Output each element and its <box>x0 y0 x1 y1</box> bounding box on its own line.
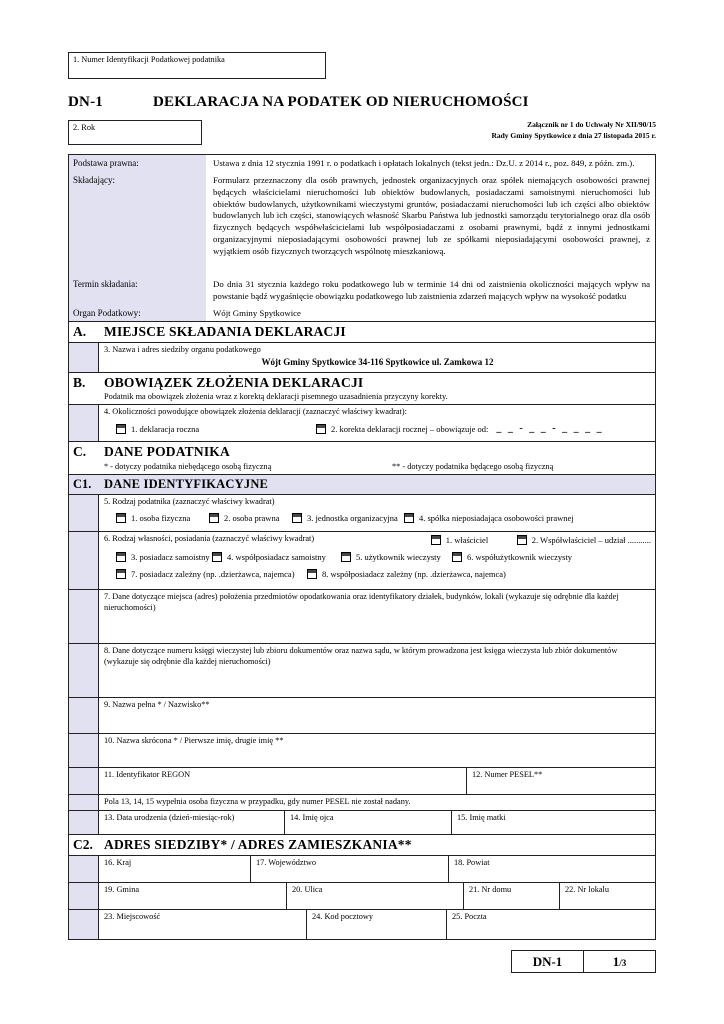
field4-label: 4. Okoliczności powodujące obowiązek złożenia deklaracji (zaznaczyć właściwy kwadrat): <box>104 407 407 417</box>
spine <box>69 883 99 909</box>
section-b-letter: B. <box>73 375 86 391</box>
spine <box>69 856 99 882</box>
checkbox-osoba-fizyczna[interactable] <box>116 513 126 523</box>
spine <box>69 795 99 810</box>
info-value-skladajacy: Formularz przeznaczony dla osób prawnych, jednostek organizacyjnych oraz spółek niemających osobowości prawnej będących właścicielami nieruchomości lub obiektów budowlanych, posiadaczami samoistnymi nieruchomości lub obiektów budowlanych, użytkownikami wieczystymi gruntów, posiadaczami nieruchomości lub ich części albo obiektów budowlanych lub ich części, stanowiących własność Skarbu Państwa lub jednostki samorządu terytorialnego oraz dla osób fizycznych będących współwłaścicielami lub współposiadaczami z osobami prawnymi, bądź z innymi jednostkami organizacyjnymi nieposiadającymi osobowości prawnej lub ze spółkami nieposiadającymi osobowości prawnej, z wyjątkiem osób fizycznych tworzących wspólnotę mieszkaniową. <box>213 175 650 256</box>
form-code: DN-1 <box>68 94 103 110</box>
field16-label: 16. Kraj <box>104 858 132 868</box>
field4-cell <box>99 405 655 441</box>
info-label-organ: Organ Podatkowy: <box>69 305 206 322</box>
field11-label: 11. Identyfikator REGON <box>104 770 191 780</box>
field23-25-row <box>69 909 655 939</box>
field14-input-area[interactable] <box>290 824 447 832</box>
year-row <box>68 120 656 145</box>
section-c1-title: DANE IDENTYFIKACYJNE <box>104 477 269 492</box>
option-osoba-fizyczna <box>116 513 209 523</box>
section-c-header <box>69 441 655 474</box>
section-a-letter: A. <box>73 324 87 340</box>
option-wspolposiadacz-samoistny <box>212 552 341 562</box>
field19-22-row <box>69 882 655 909</box>
checkbox-posiadacz-zalezny[interactable] <box>116 569 126 579</box>
option-uzytkownik-wieczysty <box>341 552 452 562</box>
correction-date-input[interactable]: _ _ - _ _ - _ _ _ _ <box>496 423 604 435</box>
field3-row <box>69 342 655 372</box>
footer-page-number: 1 <box>612 954 620 970</box>
info-row-termin <box>69 276 655 305</box>
section-c-note-left: * - dotyczy podatnika niebędącego osobą fizyczną <box>104 462 272 472</box>
field22-cell <box>559 883 655 909</box>
form-content <box>68 52 656 973</box>
field13-15-row <box>69 810 655 834</box>
checkbox-wspolwlasciciel[interactable] <box>517 535 527 545</box>
checkbox-wlasciciel[interactable] <box>431 535 441 545</box>
field7-cell <box>99 590 655 643</box>
spine <box>69 343 99 372</box>
option-spolka <box>404 513 574 523</box>
option-label: 1. osoba fizyczna <box>131 513 191 524</box>
field9-input-area[interactable] <box>104 711 651 719</box>
field25-label: 25. Poczta <box>452 912 487 922</box>
field20-cell <box>286 883 463 909</box>
section-a-title: MIEJSCE SKŁADANIA DEKLARACJI <box>104 324 346 340</box>
field9-cell <box>99 698 655 733</box>
section-c1-letter: C1. <box>73 477 92 492</box>
option-osoba-prawna <box>209 513 292 523</box>
option-label: 3. posiadacz samoistny <box>131 552 210 563</box>
field17-label: 17. Województwo <box>256 858 317 868</box>
checkbox-spolka[interactable] <box>404 513 414 523</box>
info-row-organ <box>69 305 655 322</box>
section-c-note-right: ** - dotyczy podatnika będącego osobą fizyczną <box>392 462 554 472</box>
spine <box>69 811 99 834</box>
field19-input-area[interactable] <box>104 896 282 904</box>
checkbox-korekta-deklaracji[interactable] <box>316 424 326 434</box>
field16-18-row <box>69 855 655 882</box>
checkbox-posiadacz-samoistny[interactable] <box>116 552 126 562</box>
info-label-termin: Termin składania: <box>69 276 206 305</box>
option-korekta-deklaracji <box>316 424 488 434</box>
spine <box>69 405 99 441</box>
field3-value: Wójt Gminy Spytkowice 34-116 Spytkowice ul. Zamkowa 12 <box>261 357 494 368</box>
field11-12-row <box>69 767 655 794</box>
field13-cell <box>99 811 284 834</box>
field24-label: 24. Kod pocztowy <box>312 912 374 922</box>
footer-form-code: DN-1 <box>511 950 584 973</box>
info-value-termin: Do dnia 31 stycznia każdego roku podatkowego lub w terminie 14 dni od zaistnienia okoliczności mających wpływ na powstanie bądź wygaśnięcie obowiązku podatkowego lub zaistnienia zdarzeń mających wpływ na wysokość podatku <box>213 279 650 301</box>
field8-input-area[interactable] <box>104 668 651 676</box>
field21-label: 21. Nr domu <box>469 885 512 895</box>
checkbox-deklaracja-roczna[interactable] <box>116 424 126 434</box>
field21-input-area[interactable] <box>469 896 555 904</box>
info-label-podstawa: Podstawa prawna: <box>69 155 206 172</box>
field24-input-area[interactable] <box>312 923 442 931</box>
pesel-note: Pola 13, 14, 15 wypełnia osoba fizyczna w przypadku, gdy numer PESEL nie został nadany. <box>104 797 411 807</box>
info-label-skladajacy: Składający: <box>69 172 206 276</box>
option-posiadacz-zalezny <box>116 569 307 579</box>
field8-label: 8. Dane dotyczące numeru księgi wieczystej lub zbioru dokumentów oraz nazwa sądu, w którym prowadzona jest księga wieczysta lub zbiór dokumentów (wykazuje się odrębnie dla każdej nieruchomości) <box>104 646 618 667</box>
spine <box>69 532 99 589</box>
attachment-note <box>491 120 656 141</box>
field3-cell <box>99 343 655 372</box>
checkbox-osoba-prawna[interactable] <box>209 513 219 523</box>
year-field[interactable] <box>68 120 202 145</box>
spine <box>69 698 99 733</box>
field13-label: 13. Data urodzenia (dzień-miesiąc-rok) <box>104 813 235 823</box>
field19-label: 19. Gmina <box>104 885 140 895</box>
section-b-header <box>69 372 655 404</box>
option-label: 4. spółka nieposiadająca osobowości prawnej <box>419 513 574 524</box>
field3-label: 3. Nazwa i adres siedziby organu podatkowego <box>104 345 261 355</box>
field15-label: 15. Imię matki <box>457 813 506 823</box>
spine <box>69 910 99 939</box>
field16-input-area[interactable] <box>104 869 246 877</box>
field12-label: 12. Numer PESEL** <box>472 770 543 780</box>
option-wspoluzytkownik-wieczysty <box>452 552 572 562</box>
field18-cell <box>448 856 655 882</box>
field10-row <box>69 733 655 767</box>
spine <box>69 590 99 643</box>
field21-cell <box>463 883 559 909</box>
field23-input-area[interactable] <box>104 923 302 931</box>
field6-row <box>69 531 655 589</box>
pesel-note-row <box>69 794 655 810</box>
field10-input-area[interactable] <box>104 747 651 755</box>
option-posiadacz-samoistny <box>116 552 212 562</box>
option-label: 8. współposiadacz zależny (np. .dzierżawca, najemca) <box>322 569 506 580</box>
field22-input-area[interactable] <box>565 896 651 904</box>
info-row-skladajacy <box>69 172 655 276</box>
field14-cell <box>284 811 451 834</box>
field11-cell <box>99 768 466 794</box>
option-label: 1. właściciel <box>445 534 489 545</box>
checkbox-wspoluzytkownik-wieczysty[interactable] <box>452 552 462 562</box>
field19-cell <box>99 883 286 909</box>
field10-cell <box>99 734 655 767</box>
field16-cell <box>99 856 250 882</box>
field13-input-area[interactable] <box>104 824 280 832</box>
section-c-notes <box>104 460 651 472</box>
field24-cell <box>306 910 446 939</box>
info-value-podstawa: Ustawa z dnia 12 stycznia 1991 r. o podatkach i opłatach lokalnych (tekst jedn.: Dz.U. z 2014 r., poz. 849, z późn. zm.). <box>213 158 635 168</box>
field22-label: 22. Nr lokalu <box>565 885 610 895</box>
option-label: 5. użytkownik wieczysty <box>356 552 441 563</box>
checkbox-wspolposiadacz-zalezny[interactable] <box>307 569 317 579</box>
option-wspolposiadacz-zalezny <box>307 569 506 579</box>
option-wlasciciel <box>431 535 517 545</box>
section-b-title: OBOWIĄZEK ZŁOŻENIA DEKLARACJI <box>104 375 364 391</box>
option-label: 7. posiadacz zależny (np. .dzierżawca, najemca) <box>131 569 295 580</box>
checkbox-uzytkownik-wieczysty[interactable] <box>341 552 351 562</box>
option-label: 3. jednostka organizacyjna <box>307 513 398 524</box>
field6-cell <box>99 532 655 589</box>
field7-label: 7. Dane dotyczące miejsca (adres) położenia przedmiotów opodatkowania oraz identyfikatory działek, budynków, lokali (wykazuje się odrębnie dla każdej nieruchomości) <box>104 592 619 613</box>
field9-row <box>69 697 655 733</box>
field12-cell <box>466 768 655 794</box>
field25-cell <box>446 910 655 939</box>
field5-row <box>69 494 655 531</box>
field17-input-area[interactable] <box>256 869 444 877</box>
nip-field[interactable] <box>68 52 326 79</box>
footer-page-indicator <box>583 950 656 973</box>
spine <box>69 644 99 697</box>
info-row-podstawa <box>69 155 655 172</box>
section-c-title: DANE PODATNIKA <box>104 444 230 460</box>
option-label: 2. korekta deklaracji rocznej – obowiązuje od: <box>331 423 489 434</box>
section-c-letter: C. <box>73 444 87 460</box>
field20-label: 20. Ulica <box>292 885 323 895</box>
year-field-label: 2. Rok <box>73 123 96 132</box>
option-jednostka-organizacyjna <box>292 513 404 523</box>
section-b-subtitle: Podatnik ma obowiązek złożenia wraz z korektą deklaracji pisemnego uzasadnienia przyczyny korekty. <box>104 392 448 402</box>
field7-row <box>69 589 655 643</box>
option-label: 6. współużytkownik wieczysty <box>467 552 573 563</box>
attachment-line-2: Rady Gminy Spytkowice z dnia 27 listopada 2015 r. <box>491 130 656 140</box>
field12-input-area[interactable] <box>472 781 651 789</box>
spine <box>69 495 99 531</box>
field18-input-area[interactable] <box>454 869 651 877</box>
field15-cell <box>451 811 655 834</box>
field5-cell <box>99 495 655 531</box>
form-title: DEKLARACJA NA PODATEK OD NIERUCHOMOŚCI <box>153 94 529 110</box>
page-footer <box>68 950 656 973</box>
field23-label: 23. Miejscowość <box>104 912 161 922</box>
field15-input-area[interactable] <box>457 824 651 832</box>
field5-label: 5. Rodzaj podatnika (zaznaczyć właściwy kwadrat) <box>104 497 275 507</box>
option-label: 4. współposiadacz samoistny <box>227 552 326 563</box>
field25-input-area[interactable] <box>452 923 651 931</box>
option-deklaracja-roczna <box>116 424 238 434</box>
field20-input-area[interactable] <box>292 896 459 904</box>
field11-input-area[interactable] <box>104 781 462 789</box>
pesel-note-cell <box>99 795 655 810</box>
field17-cell <box>250 856 448 882</box>
nip-field-label: 1. Numer Identyfikacji Podatkowej podatnika <box>73 55 225 64</box>
checkbox-wspolposiadacz-samoistny[interactable] <box>212 552 222 562</box>
section-c2-letter: C2. <box>73 837 93 853</box>
spine <box>69 768 99 794</box>
field23-cell <box>99 910 306 939</box>
spine <box>69 734 99 767</box>
section-c2-title: ADRES SIEDZIBY* / ADRES ZAMIESZKANIA** <box>104 837 412 853</box>
section-c2-header <box>69 834 655 855</box>
option-label: 2. osoba prawna <box>224 513 280 524</box>
option-label: 1. deklaracja roczna <box>131 423 200 434</box>
section-a-header <box>69 321 655 342</box>
attachment-line-1: Załącznik nr 1 do Uchwały Nr XII/90/15 <box>527 120 656 129</box>
field7-input-area[interactable] <box>104 614 651 622</box>
section-c1-header <box>69 474 655 494</box>
option-label: 2. Współwłaściciel – udział ........... <box>531 534 651 545</box>
footer-page-total: /3 <box>619 958 627 969</box>
field8-row <box>69 643 655 697</box>
field6-label: 6. Rodzaj własności, posiadania (zaznaczyć właściwy kwadrat) <box>104 534 315 544</box>
checkbox-jednostka-organizacyjna[interactable] <box>292 513 302 523</box>
field8-cell <box>99 644 655 697</box>
form-table <box>68 154 656 940</box>
field18-label: 18. Powiat <box>454 858 490 868</box>
field9-label: 9. Nazwa pełna * / Nazwisko** <box>104 700 210 710</box>
field14-label: 14. Imię ojca <box>290 813 334 823</box>
field4-row <box>69 404 655 441</box>
field10-label: 10. Nazwa skrócona * / Pierwsze imię, drugie imię ** <box>104 736 284 746</box>
form-title-row <box>68 94 656 111</box>
option-wspolwlasciciel <box>517 535 651 545</box>
info-value-organ: Wójt Gminy Spytkowice <box>213 307 301 318</box>
